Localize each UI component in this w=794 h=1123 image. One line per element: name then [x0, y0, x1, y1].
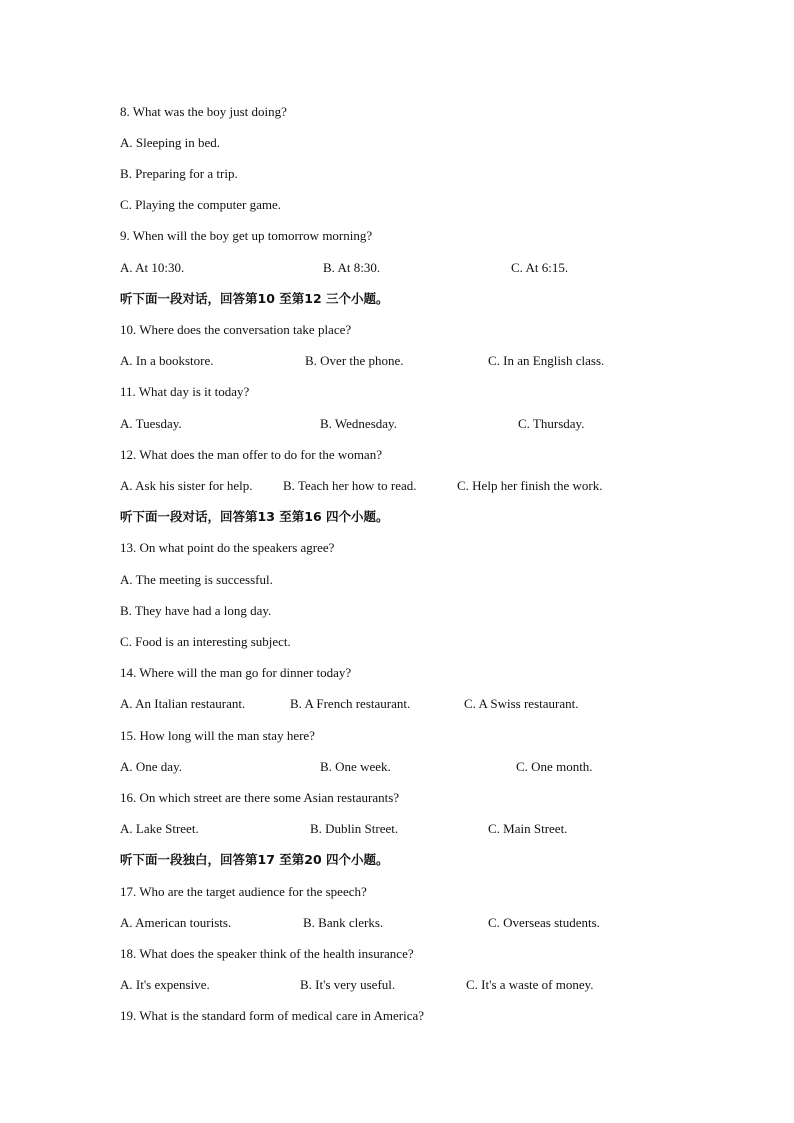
- q12-option-a: A. Ask his sister for help.: [120, 478, 253, 493]
- q12-option-b: B. Teach her how to read.: [283, 478, 417, 493]
- question-11: 11. What day is it today?: [120, 384, 250, 399]
- q9-option-a: A. At 10:30.: [120, 260, 185, 275]
- question-19: 19. What is the standard form of medical care in America?: [120, 1008, 425, 1023]
- q16-option-b: B. Dublin Street.: [310, 821, 399, 836]
- q13-option-a: A. The meeting is successful.: [120, 572, 273, 587]
- q11-option-c: C. Thursday.: [518, 416, 585, 431]
- q14-option-a: A. An Italian restaurant.: [120, 696, 246, 711]
- q16-option-c: C. Main Street.: [488, 821, 568, 836]
- question-8: 8. What was the boy just doing?: [120, 104, 287, 119]
- q10-option-c: C. In an English class.: [488, 353, 605, 368]
- q8-option-b: B. Preparing for a trip.: [120, 166, 238, 181]
- q15-option-a: A. One day.: [120, 759, 182, 774]
- q13-option-b: B. They have had a long day.: [120, 603, 272, 618]
- q17-option-a: A. American tourists.: [120, 915, 232, 930]
- question-13: 13. On what point do the speakers agree?: [120, 540, 335, 555]
- q18-option-b: B. It's very useful.: [300, 977, 396, 992]
- section-heading-13-16: 听下面一段对话，回答第13 至第16 四个小题。: [120, 509, 389, 524]
- q14-option-b: B. A French restaurant.: [290, 696, 411, 711]
- q10-option-a: A. In a bookstore.: [120, 353, 214, 368]
- section-heading-17-20: 听下面一段独白，回答第17 至第20 四个小题。: [120, 852, 389, 867]
- question-17: 17. Who are the target audience for the speech?: [120, 884, 367, 899]
- q12-option-c: C. Help her finish the work.: [457, 478, 603, 493]
- q8-option-a: A. Sleeping in bed.: [120, 135, 221, 150]
- q18-option-c: C. It's a waste of money.: [466, 977, 594, 992]
- question-14: 14. Where will the man go for dinner today?: [120, 665, 352, 680]
- q14-option-c: C. A Swiss restaurant.: [464, 696, 579, 711]
- question-16: 16. On which street are there some Asian restaurants?: [120, 790, 400, 805]
- q10-option-b: B. Over the phone.: [305, 353, 404, 368]
- q15-option-c: C. One month.: [516, 759, 593, 774]
- q13-option-c: C. Food is an interesting subject.: [120, 634, 291, 649]
- q17-option-c: C. Overseas students.: [488, 915, 600, 930]
- question-15: 15. How long will the man stay here?: [120, 728, 315, 743]
- question-12: 12. What does the man offer to do for the woman?: [120, 447, 382, 462]
- q8-option-c: C. Playing the computer game.: [120, 197, 282, 212]
- q9-option-b: B. At 8:30.: [323, 260, 381, 275]
- question-9: 9. When will the boy get up tomorrow morning?: [120, 228, 373, 243]
- q11-option-b: B. Wednesday.: [320, 416, 397, 431]
- q11-option-a: A. Tuesday.: [120, 416, 182, 431]
- q16-option-a: A. Lake Street.: [120, 821, 199, 836]
- q9-option-c: C. At 6:15.: [511, 260, 569, 275]
- q17-option-b: B. Bank clerks.: [303, 915, 384, 930]
- question-18: 18. What does the speaker think of the health insurance?: [120, 946, 414, 961]
- question-10: 10. Where does the conversation take place?: [120, 322, 352, 337]
- q18-option-a: A. It's expensive.: [120, 977, 210, 992]
- section-heading-10-12: 听下面一段对话，回答第10 至第12 三个小题。: [120, 291, 389, 306]
- q15-option-b: B. One week.: [320, 759, 391, 774]
